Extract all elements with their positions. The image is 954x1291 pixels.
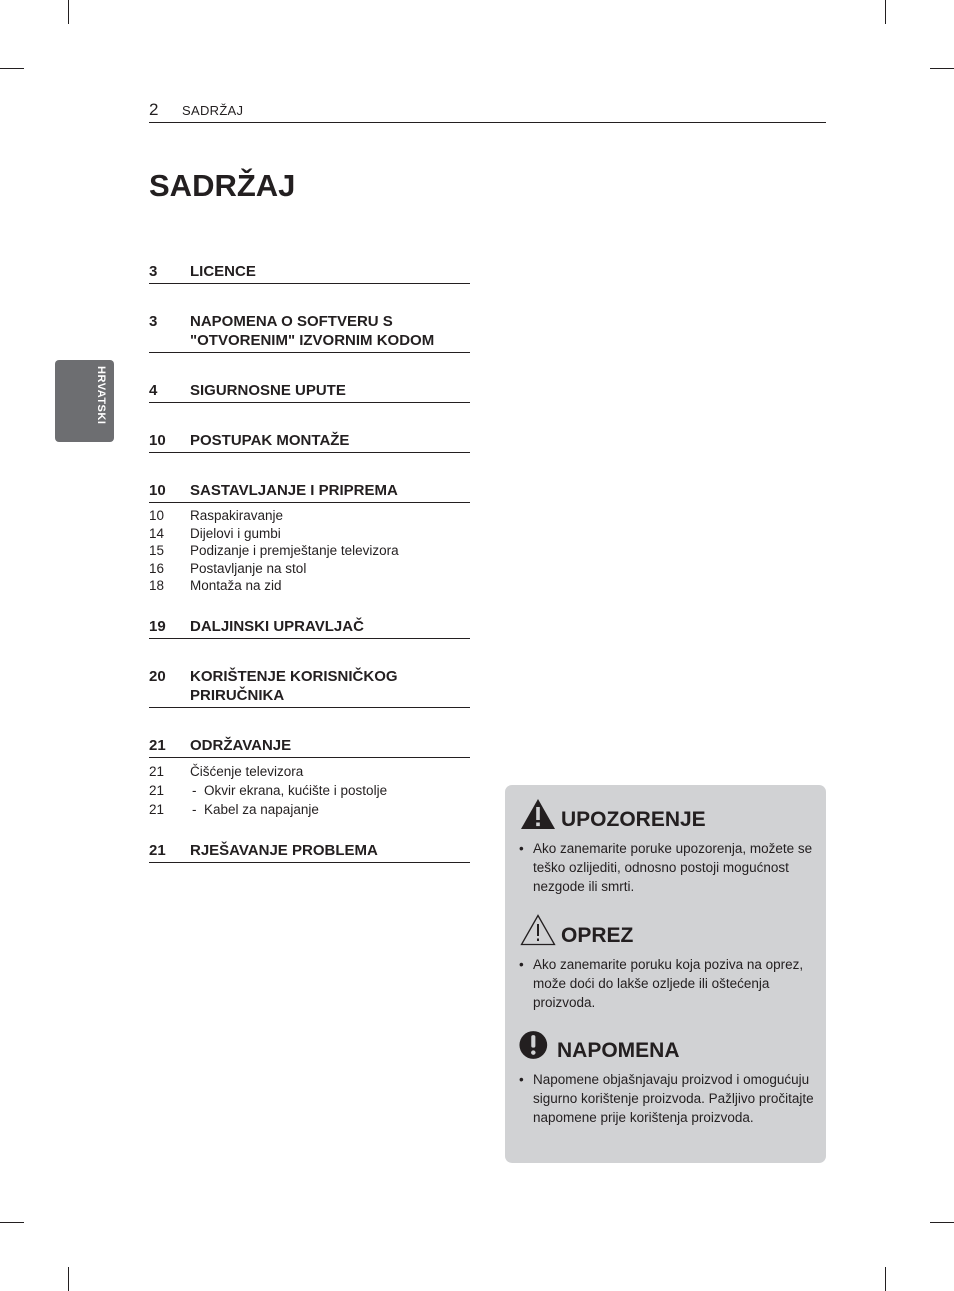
warning-label: UPOZORENJE <box>561 808 706 831</box>
toc-subsection-page: 18 <box>149 578 165 593</box>
toc-subsection-page: 14 <box>149 525 165 541</box>
warning-filled-triangle-icon <box>519 797 557 831</box>
note-label: NAPOMENA <box>557 1039 680 1062</box>
crop-mark <box>885 0 886 24</box>
safety-notice-panel <box>505 785 826 1163</box>
toc-subsection <box>149 560 470 578</box>
toc-section-page: 10 <box>149 482 166 499</box>
caution-notice <box>519 911 814 1012</box>
toc-section-page: 19 <box>149 617 166 635</box>
toc-subsection-title: Raspakiravanje <box>190 508 284 523</box>
toc-subsection-title: - Okvir ekrana, kućište i postolje <box>190 781 387 800</box>
crop-mark <box>885 1267 886 1291</box>
toc-section <box>149 617 470 639</box>
toc-subsection-page: 21 <box>149 763 165 779</box>
toc-subsection <box>149 781 470 800</box>
toc-section-title: SASTAVLJANJE I PRIPREMA <box>190 482 398 499</box>
crop-mark <box>930 1222 954 1223</box>
toc-subsection-page: 10 <box>149 508 165 523</box>
toc-section-title: KORIŠTENJE KORISNIČKOG PRIRUČNIKA <box>190 667 398 704</box>
page-header <box>149 100 826 123</box>
toc-subsection <box>149 542 470 560</box>
toc-section <box>149 481 470 503</box>
toc-subsection <box>149 507 470 525</box>
toc-section-page: 4 <box>149 382 158 399</box>
toc-subsection-title: Postavljanje na stol <box>190 560 307 576</box>
toc-section-page: 10 <box>149 432 166 449</box>
toc-section-title: DALJINSKI UPRAVLJAČ <box>190 617 364 635</box>
toc-subsection <box>149 577 470 595</box>
toc-section-page: 21 <box>149 841 166 859</box>
caution-label: OPREZ <box>561 924 634 947</box>
crop-mark <box>68 0 69 24</box>
caution-outline-triangle-icon <box>519 913 557 947</box>
toc-subsection-page: 16 <box>149 560 165 576</box>
toc-subsection-title: Dijelovi i gumbi <box>190 525 281 541</box>
toc-subsection-title: Čišćenje televizora <box>190 763 304 779</box>
page-title: SADRŽAJ <box>149 168 296 203</box>
toc-section <box>149 841 470 863</box>
side-tab-label: HRVATSKI <box>95 366 107 425</box>
toc-section-page: 3 <box>149 263 158 280</box>
toc-subsection-title: - Kabel za napajanje <box>190 800 319 819</box>
warning-text: • Ako zanemarite poruke upozorenja, možete se teško ozlijediti, odnosno postoji mogućnost nezgode ili smrti. <box>519 839 814 896</box>
note-notice <box>519 1026 814 1127</box>
toc-subsection-title: Podizanje i premještanje televizora <box>190 543 399 558</box>
language-side-tab <box>55 360 114 442</box>
crop-mark <box>930 68 954 69</box>
caution-text: • Ako zanemarite poruku koja poziva na oprez, može doći do lakše ozljede ili oštećenja proizvoda. <box>519 955 814 1012</box>
toc-section-title: SIGURNOSNE UPUTE <box>190 382 346 399</box>
toc-section-title: ODRŽAVANJE <box>190 736 292 754</box>
table-of-contents <box>149 262 470 863</box>
crop-mark <box>68 1267 69 1291</box>
toc-section <box>149 381 470 403</box>
crop-mark <box>0 1222 24 1223</box>
toc-section-page: 20 <box>149 667 166 685</box>
toc-subsection <box>149 525 470 543</box>
toc-section-page: 3 <box>149 313 158 330</box>
page-number: 2 <box>149 100 159 119</box>
toc-section-title: LICENCE <box>190 263 256 280</box>
toc-subsection-page: 21 <box>149 782 165 798</box>
toc-section-page: 21 <box>149 736 166 754</box>
toc-section <box>149 312 470 353</box>
toc-section-title: RJEŠAVANJE PROBLEMA <box>190 841 378 859</box>
toc-section <box>149 736 470 758</box>
toc-subsection <box>149 800 470 819</box>
crop-mark <box>0 68 24 69</box>
note-text: • Napomene objašnjavaju proizvod i omogućuju sigurno korištenje proizvoda. Pažljivo pročitajte napomene prije korištenja proizvoda. <box>519 1070 814 1127</box>
toc-section <box>149 667 470 708</box>
toc-subsection-title: Montaža na zid <box>190 578 282 593</box>
toc-section <box>149 262 470 284</box>
toc-subsection-page: 21 <box>149 801 165 817</box>
header-section-title: SADRŽAJ <box>182 103 244 118</box>
toc-section-title: NAPOMENA O SOFTVERU S "OTVORENIM" IZVORNIM KODOM <box>190 313 435 349</box>
toc-subsection-page: 15 <box>149 543 165 558</box>
toc-section <box>149 431 470 453</box>
warning-notice <box>519 795 814 896</box>
exclamation-circle-icon <box>519 1028 553 1062</box>
toc-subsection <box>149 762 470 781</box>
toc-section-title: POSTUPAK MONTAŽE <box>190 432 350 449</box>
